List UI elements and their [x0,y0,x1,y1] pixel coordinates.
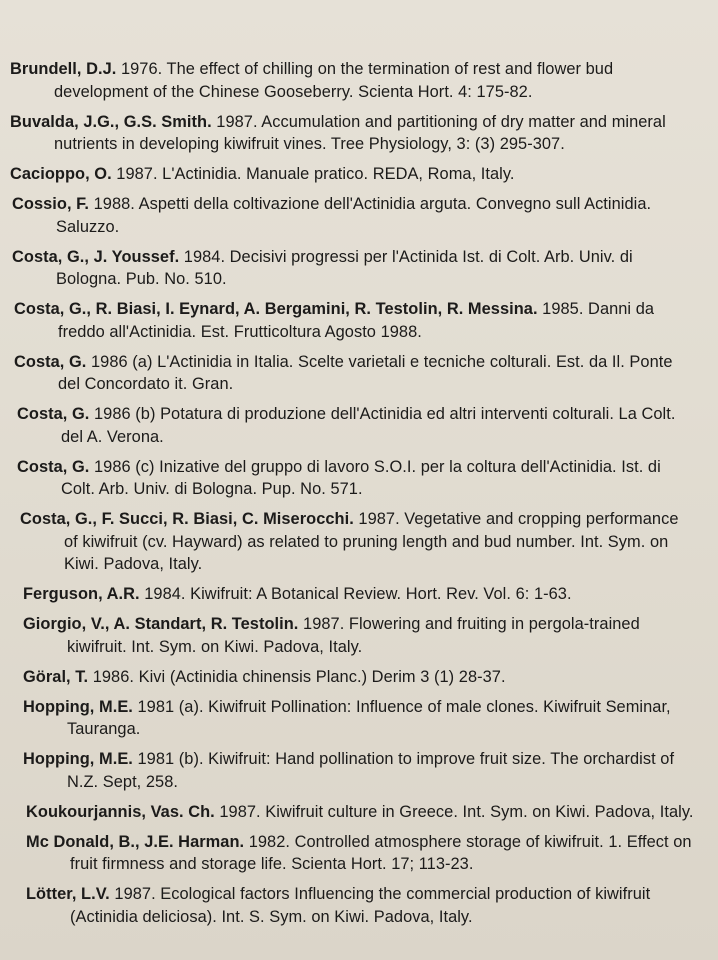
reference-author: Costa, G. [17,405,90,423]
reference-entry [12,246,696,291]
reference-text: 1987. Vegetative and cropping performance of kiwifruit (cv. Hayward) as related to pruning length and bud number. Int. Sym. on Kiwi. Padova, Italy. [64,510,679,573]
reference-author: Costa, G., J. Youssef. [12,247,180,266]
reference-entry [10,111,696,156]
reference-text: 1986 (c) Inizative del gruppo di lavoro S.O.I. per la coltura dell'Actinidia. Ist. di Colt. Arb. Univ. di Bologna. Pup. No. 571. [61,457,661,498]
reference-text: 1976. The effect of chilling on the termination of rest and flower bud development of the Chinese Gooseberry. Scienta Hort. 4: 175-82. [54,60,614,101]
reference-author: Brundell, D.J. [10,60,117,78]
reference-text: 1981 (a). Kiwifruit Pollination: Influence of male clones. Kiwifruit Seminar, Tauranga. [67,697,671,738]
reference-author: Hopping, M.E. [23,697,133,716]
reference-entry [23,613,696,658]
reference-text: 1986 (b) Potatura di produzione dell'Actinidia ed altri interventi colturali. La Colt. del A. Verona. [61,405,676,446]
reference-entry [17,456,696,501]
reference-author: Costa, G., F. Succi, R. Biasi, C. Miserocchi. [20,510,354,528]
reference-entry [26,801,696,824]
reference-entry [20,508,696,576]
reference-entry [26,831,696,876]
reference-text: 1982. Controlled atmosphere storage of kiwifruit. 1. Effect on fruit firmness and storage life. Scienta Hort. 17; 113-23. [70,832,692,873]
reference-text: 1987. Accumulation and partitioning of dry matter and mineral nutrients in developing kiwifruit vines. Tree Physiology, 3: (3) 295-307. [54,112,666,153]
reference-author: Ferguson, A.R. [23,585,140,603]
reference-author: Buvalda, J.G., G.S. Smith. [10,112,212,131]
reference-entry [23,583,696,606]
reference-text: 1987. Ecological factors Influencing the commercial production of kiwifruit (Actinidia deliciosa). Int. S. Sym. on Kiwi. Padova, Italy. [70,885,651,926]
reference-author: Mc Donald, B., J.E. Harman. [26,832,245,851]
reference-author: Hopping, M.E. [23,750,133,768]
reference-text: 1984. Kiwifruit: A Botanical Review. Hort. Rev. Vol. 6: 1-63. [139,585,572,603]
reference-author: Lötter, L.V. [26,885,110,903]
reference-author: Koukourjannis, Vas. Ch. [26,802,215,821]
reference-entry [14,351,696,396]
reference-text: 1984. Decisivi progressi per l'Actinida Ist. di Colt. Arb. Univ. di Bologna. Pub. No. 510. [56,247,633,288]
reference-author: Costa, G. [17,457,90,476]
reference-entry [10,58,696,103]
reference-author: Costa, G. [14,352,87,371]
reference-text: 1987. Flowering and fruiting in pergola-trained kiwifruit. Int. Sym. on Kiwi. Padova, Italy. [67,615,640,656]
reference-list [8,58,696,928]
reference-author: Göral, T. [23,667,89,686]
reference-entry [12,193,696,238]
reference-entry [23,696,696,741]
reference-text: 1986 (a) L'Actinidia in Italia. Scelte varietali e tecniche colturali. Est. da Il. Ponte del Concordato it. Gran. [58,352,673,393]
reference-entry [14,298,696,343]
reference-entry [10,163,696,186]
reference-entry [23,666,696,689]
reference-entry [17,403,696,448]
reference-entry [23,748,696,793]
reference-entry [26,883,696,928]
reference-text: 1987. L'Actinidia. Manuale pratico. REDA, Roma, Italy. [111,165,515,183]
reference-text: 1985. Danni da freddo all'Actinidia. Est. Frutticoltura Agosto 1988. [58,300,655,341]
reference-text: 1981 (b). Kiwifruit: Hand pollination to improve fruit size. The orchardist of N.Z. Sept, 258. [67,750,675,791]
reference-text: 1986. Kivi (Actinidia chinensis Planc.) Derim 3 (1) 28-37. [88,667,506,686]
reference-author: Costa, G., R. Biasi, I. Eynard, A. Bergamini, R. Testolin, R. Messina. [14,300,538,318]
reference-text: 1988. Aspetti della coltivazione dell'Actinidia arguta. Convegno sull Actinidia. Saluzzo. [56,195,652,236]
reference-author: Cossio, F. [12,195,90,213]
reference-text: 1987. Kiwifruit culture in Greece. Int. Sym. on Kiwi. Padova, Italy. [214,802,694,821]
reference-author: Giorgio, V., A. Standart, R. Testolin. [23,615,299,633]
reference-author: Cacioppo, O. [10,165,112,183]
